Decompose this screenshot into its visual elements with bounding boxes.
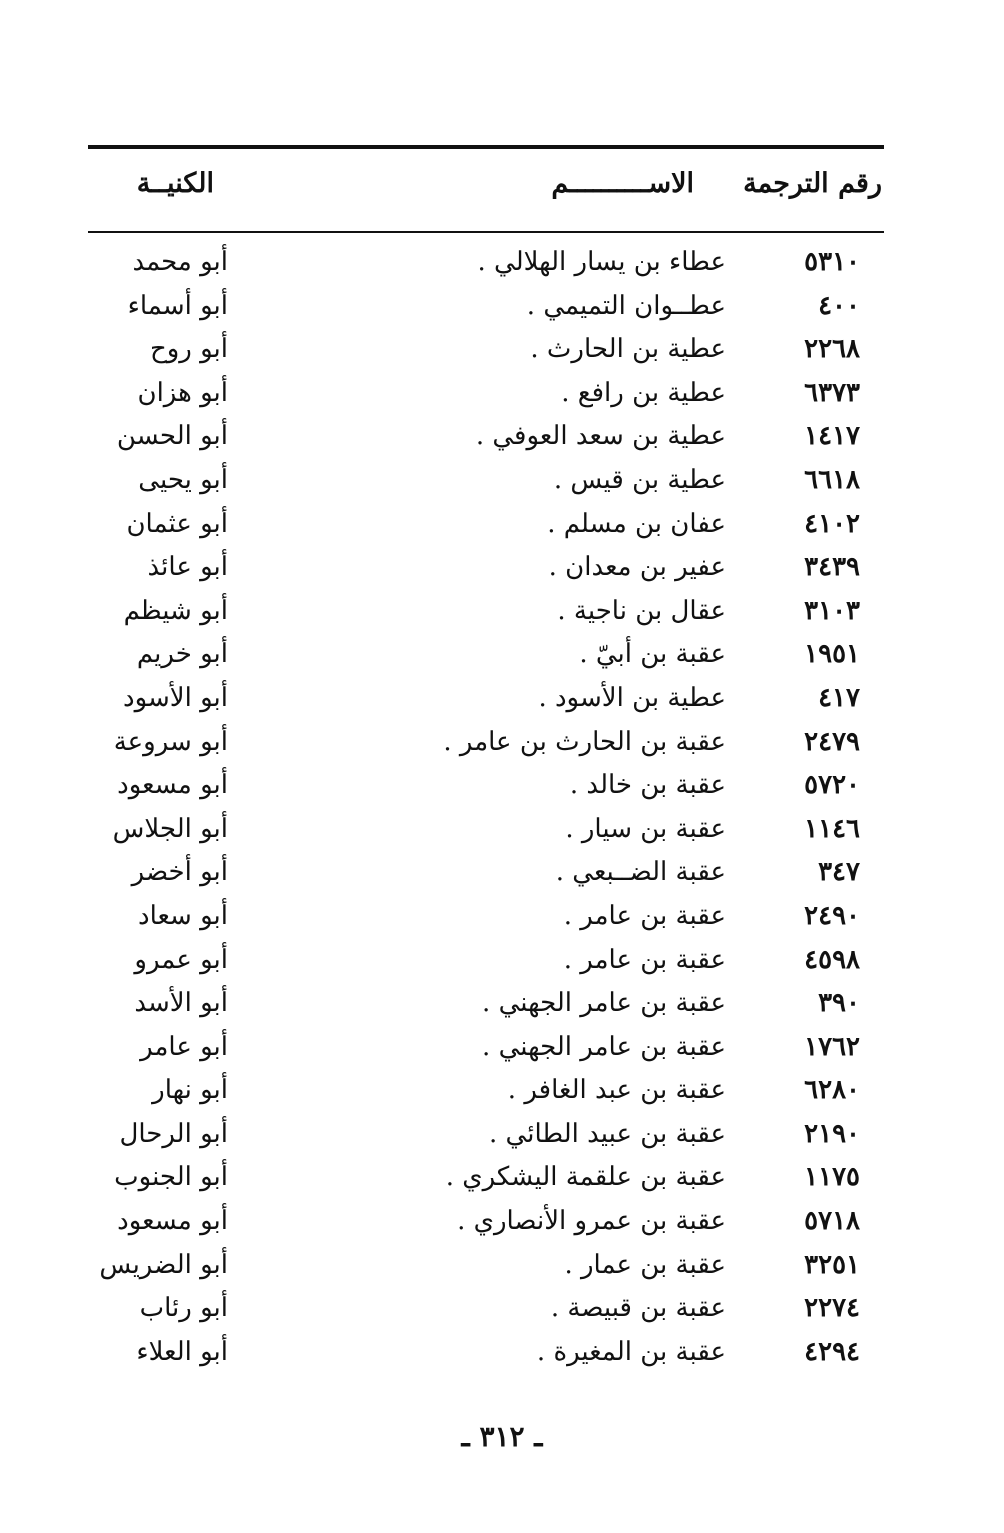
row-number: ٣٤٣٩: [804, 552, 860, 583]
row-name: عقبة بن عامر .: [563, 900, 726, 931]
row-number: ١٧٦٢: [804, 1031, 860, 1062]
table-header: [88, 160, 884, 220]
row-kunya: أبو روح: [149, 334, 228, 365]
row-kunya: أبو العلاء: [136, 1336, 228, 1367]
table-row: [88, 1246, 884, 1290]
table-row: [88, 548, 884, 592]
page-number: ـ ٣١٢ ـ: [461, 1420, 543, 1453]
row-number: ٢٢٦٨: [804, 334, 860, 365]
table-row: [88, 897, 884, 941]
row-kunya: أبو هزان: [137, 377, 228, 408]
row-name: عفير بن معدان .: [548, 552, 726, 583]
table-row: [88, 330, 884, 374]
row-number: ١٤١٧: [804, 421, 860, 452]
table-row: [88, 505, 884, 549]
row-number: ٥٣١٠: [804, 247, 860, 277]
table-row: [88, 1333, 884, 1377]
row-kunya: أبو الأسد: [134, 988, 228, 1019]
row-kunya: أبو يحيى: [138, 464, 228, 495]
row-kunya: أبو رئاب: [139, 1293, 228, 1324]
table-row: [88, 1202, 884, 1246]
row-number: ٤٠٠: [818, 290, 860, 321]
header-name: الاســــــــــم: [551, 168, 694, 199]
table-row: [88, 1115, 884, 1159]
table-row: [88, 1289, 884, 1333]
row-kunya: أبو الحسن: [116, 421, 228, 452]
row-number: ١٩٥١: [804, 639, 860, 670]
row-name: عقبة بن سيار .: [565, 813, 726, 844]
table-row: [88, 417, 884, 461]
table-row: [88, 766, 884, 810]
row-kunya: أبو الرحال: [119, 1118, 228, 1149]
row-number: ٦٦١٨: [804, 464, 860, 495]
row-name: عقبة بن عامر الجهني .: [482, 1031, 726, 1062]
row-kunya: أبو أخضر: [131, 857, 228, 888]
row-name: عقبة بن عمار .: [564, 1249, 726, 1280]
header-rule: [88, 231, 884, 233]
row-kunya: أبو عامر: [140, 1031, 228, 1062]
row-name: عقبة الضــبعي .: [555, 857, 726, 888]
table-row: [88, 810, 884, 854]
table-body: [88, 243, 884, 1376]
row-name: عطية بن قيس .: [553, 464, 726, 495]
row-name: عقبة بن قبيصة .: [550, 1293, 726, 1324]
row-kunya: أبو سروعة: [113, 726, 228, 757]
row-number: ٢٢٧٤: [804, 1293, 860, 1324]
row-name: عطية بن رافع .: [561, 377, 726, 408]
table-row: [88, 1071, 884, 1115]
row-name: عقبة بن عبد الغافر .: [507, 1075, 726, 1106]
table-row: [88, 461, 884, 505]
row-number: ٣٩٠: [818, 988, 860, 1019]
top-rule: [88, 145, 884, 149]
row-kunya: أبو شيظم: [123, 595, 228, 626]
table-row: [88, 984, 884, 1028]
table-row: [88, 679, 884, 723]
row-kunya: أبو عائذ: [147, 552, 228, 583]
row-number: ١١٤٦: [804, 813, 860, 844]
row-name: عقبة بن خالد .: [569, 770, 726, 801]
table-row: [88, 1028, 884, 1072]
row-name: عقبة بن عامر الجهني .: [482, 988, 726, 1019]
row-name: عطــوان التميمي .: [526, 290, 726, 321]
row-kunya: أبو محمد: [132, 247, 228, 277]
row-name: عطية بن الأسود .: [538, 682, 726, 713]
row-kunya: أبو الجنوب: [114, 1162, 228, 1193]
row-number: ٤١٧: [818, 682, 860, 713]
row-number: ٥٧١٨: [804, 1206, 860, 1237]
row-number: ٢٤٩٠: [804, 900, 860, 931]
row-kunya: أبو عمرو: [134, 944, 228, 975]
row-name: عفان بن مسلم .: [547, 508, 726, 539]
table-row: [88, 592, 884, 636]
row-number: ٣١٠٣: [804, 595, 860, 626]
row-number: ٦٢٨٠: [804, 1075, 860, 1106]
row-name: عطاء بن يسار الهلالي .: [477, 247, 726, 277]
row-number: ٥٧٢٠: [804, 770, 860, 801]
row-kunya: أبو الجلاس: [112, 813, 228, 844]
row-number: ٤٥٩٨: [804, 944, 860, 975]
row-number: ٦٣٧٣: [804, 377, 860, 408]
row-kunya: أبو نهار: [152, 1075, 228, 1106]
row-kunya: أبو مسعود: [117, 770, 228, 801]
row-kunya: أبو سعاد: [138, 900, 228, 931]
row-number: ٤٢٩٤: [804, 1336, 860, 1367]
header-kunya: الكنيــة: [136, 168, 214, 199]
table-row: [88, 941, 884, 985]
row-name: عقبة بن عبيد الطائي .: [489, 1118, 726, 1149]
row-number: ٣٢٥١: [804, 1249, 860, 1280]
row-name: عطية بن الحارث .: [530, 334, 726, 365]
row-name: عقبة بن علقمة اليشكري .: [445, 1162, 726, 1193]
table-row: [88, 853, 884, 897]
row-number: ٢٤٧٩: [804, 726, 860, 757]
row-number: ٢١٩٠: [804, 1118, 860, 1149]
table-row: [88, 287, 884, 331]
row-name: عقبة بن عامر .: [563, 944, 726, 975]
row-name: عطية بن سعد العوفي .: [475, 421, 726, 452]
row-name: عقبة بن الحارث بن عامر .: [443, 726, 726, 757]
row-kunya: أبو عثمان: [126, 508, 228, 539]
row-name: عقال بن ناجية .: [557, 595, 726, 626]
table-row: [88, 243, 884, 287]
row-kunya: أبو أسماء: [127, 290, 228, 321]
row-number: ٤١٠٢: [804, 508, 860, 539]
row-name: عقبة بن أبيّ .: [579, 639, 726, 670]
row-name: عقبة بن المغيرة .: [536, 1336, 726, 1367]
row-kunya: أبو مسعود: [117, 1206, 228, 1237]
table-row: [88, 1158, 884, 1202]
row-kunya: أبو الأسود: [122, 682, 228, 713]
row-kunya: أبو خريم: [136, 639, 228, 670]
row-kunya: أبو الضريس: [99, 1249, 228, 1280]
table-row: [88, 635, 884, 679]
row-number: ١١٧٥: [804, 1162, 860, 1193]
header-number: رقم الترجمة: [743, 168, 882, 199]
row-number: ٣٤٧: [818, 857, 860, 888]
table-row: [88, 374, 884, 418]
table-row: [88, 723, 884, 767]
row-name: عقبة بن عمرو الأنصاري .: [457, 1206, 726, 1237]
